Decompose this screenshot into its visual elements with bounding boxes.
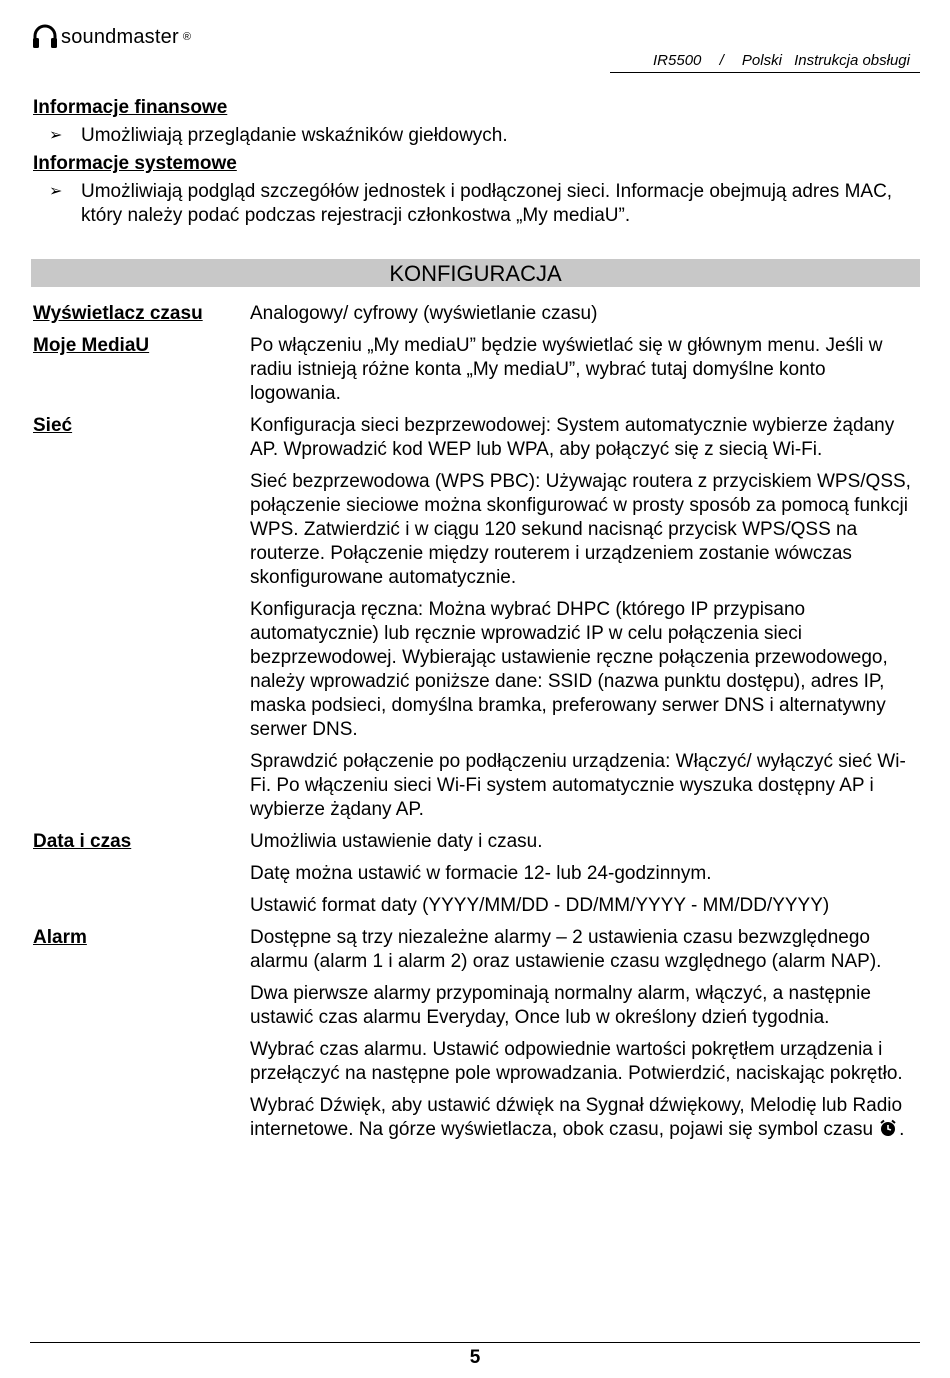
setting-row-date-time (33, 830, 921, 926)
setting-description (250, 334, 921, 414)
system-info-text: Umożliwiają podgląd szczegółów jednostek i podłączonej sieci. Informacje obejmują adres MAC, który należy podać podczas rejestracji członkostwa „My mediaU”. (81, 181, 893, 226)
setting-paragraph: Analogowy/ cyfrowy (wyświetlanie czasu) (250, 303, 598, 324)
setting-label: Data i czas (33, 831, 132, 852)
arrow-bullet-icon: ➢ (49, 183, 63, 200)
intro-section (33, 96, 921, 232)
setting-description (250, 302, 921, 334)
document-header (645, 52, 910, 69)
brand-name: soundmaster (61, 25, 179, 48)
setting-paragraph: Dwa pierwsze alarmy przypominają normalny alarm, włączyć, a następnie ustawić czas alarmu Everyday, Once lub w określony dzień tygodnia. (250, 983, 871, 1028)
sentence-end: . (899, 1119, 905, 1140)
setting-description (250, 926, 921, 1150)
page-number: 5 (469, 1347, 481, 1368)
finance-info-bullet (33, 124, 921, 148)
manual-title: Instrukcja obsługi (794, 52, 910, 69)
headphones-icon (32, 24, 58, 50)
setting-label: Sieć (33, 415, 73, 436)
setting-paragraph: Wybrać czas alarmu. Ustawić odpowiednie wartości pokrętłem urządzenia i przełączyć na następne pole wprowadzania. Potwierdzić, naciskając pokrętło. (250, 1039, 903, 1084)
header-rule (610, 72, 920, 73)
setting-paragraph: Konfiguracja sieci bezprzewodowej: System automatycznie wybierze żądany AP. Wprowadzić kod WEP lub WPA, aby połączyć się z siecią Wi-Fi. (250, 415, 895, 460)
setting-paragraph: Po włączeniu „My mediaU” będzie wyświetlać się w głównym menu. Jeśli w radiu istnieją różne konta „My mediaU”, wybrać tutaj domyślne konto logowania. (250, 335, 883, 404)
setting-row-network (33, 414, 921, 830)
setting-paragraph-with-symbol (250, 1094, 921, 1142)
header-separator: / (719, 52, 724, 69)
section-heading: KONFIGURACJA (31, 259, 920, 287)
footer-rule (30, 1342, 920, 1343)
setting-paragraph: Sieć bezprzewodowa (WPS PBC): Używając routera z przyciskiem WPS/QSS, połączenie sieciowe można skonfigurować w prosty sposób za pomocą funkcji WPS. Zatwierdzić i w ciągu 120 sekund nacisnąć przycisk WPS/QSS na routerze. Połączenie między routerem i urządzeniem zostanie wówczas skonfigurowane automatycznie. (250, 471, 911, 588)
setting-paragraph: Dostępne są trzy niezależne alarmy – 2 ustawienia czasu bezwzględnego alarmu (alarm 1 i alarm 2) oraz ustawienie czasu względnego (alarm NAP). (250, 927, 882, 972)
system-info-bullet (33, 180, 921, 228)
setting-row-my-mediau (33, 334, 921, 414)
finance-info-text: Umożliwiają przeglądanie wskaźników giełdowych. (81, 125, 508, 146)
setting-paragraph: Datę można ustawić w formacie 12- lub 24-godzinnym. (250, 863, 712, 884)
soundmaster-logo (32, 24, 191, 50)
setting-label: Alarm (33, 927, 87, 948)
setting-paragraph: Ustawić format daty (YYYY/MM/DD - DD/MM/YYYY - MM/DD/YYYY) (250, 895, 830, 916)
language-label: Polski (741, 52, 782, 69)
setting-paragraph: Wybrać Dźwięk, aby ustawić dźwięk na Sygnał dźwiękowy, Melodię lub Radio internetowe. Na górze wyświetlacza, obok czasu, pojawi się symbol czasu (250, 1095, 903, 1140)
alarm-clock-icon (879, 1119, 897, 1137)
settings-table (33, 302, 921, 1150)
setting-row-alarm (33, 926, 921, 1150)
setting-description (250, 414, 921, 830)
setting-description (250, 830, 921, 926)
model-number: IR5500 (653, 52, 702, 69)
arrow-bullet-icon: ➢ (49, 127, 63, 144)
setting-paragraph: Sprawdzić połączenie po podłączeniu urządzenia: Włączyć/ wyłączyć sieć Wi-Fi. Po włączeniu sieci Wi-Fi system automatycznie wyszuka dostępny AP i wybierze żądany AP. (250, 751, 906, 820)
setting-label: Moje MediaU (33, 335, 150, 356)
finance-info-title: Informacje finansowe (33, 97, 228, 118)
setting-paragraph: Umożliwia ustawienie daty i czasu. (250, 831, 543, 852)
setting-row-time-display (33, 302, 921, 334)
setting-paragraph: Konfiguracja ręczna: Można wybrać DHPC (którego IP przypisano automatycznie) lub ręcznie wprowadzić IP w celu połączenia sieci bezprzewodowej. Wybierając ustawienie ręczne połączenia przewodowego, należy wprowadzić poniższe dane: SSID (nazwa punktu dostępu), adres IP, maska podsieci, domyślna bramka, preferowany serwer DNS i alternatywny serwer DNS. (250, 599, 888, 740)
setting-label: Wyświetlacz czasu (33, 303, 203, 324)
system-info-title: Informacje systemowe (33, 153, 237, 174)
registered-mark: ® (182, 31, 191, 43)
